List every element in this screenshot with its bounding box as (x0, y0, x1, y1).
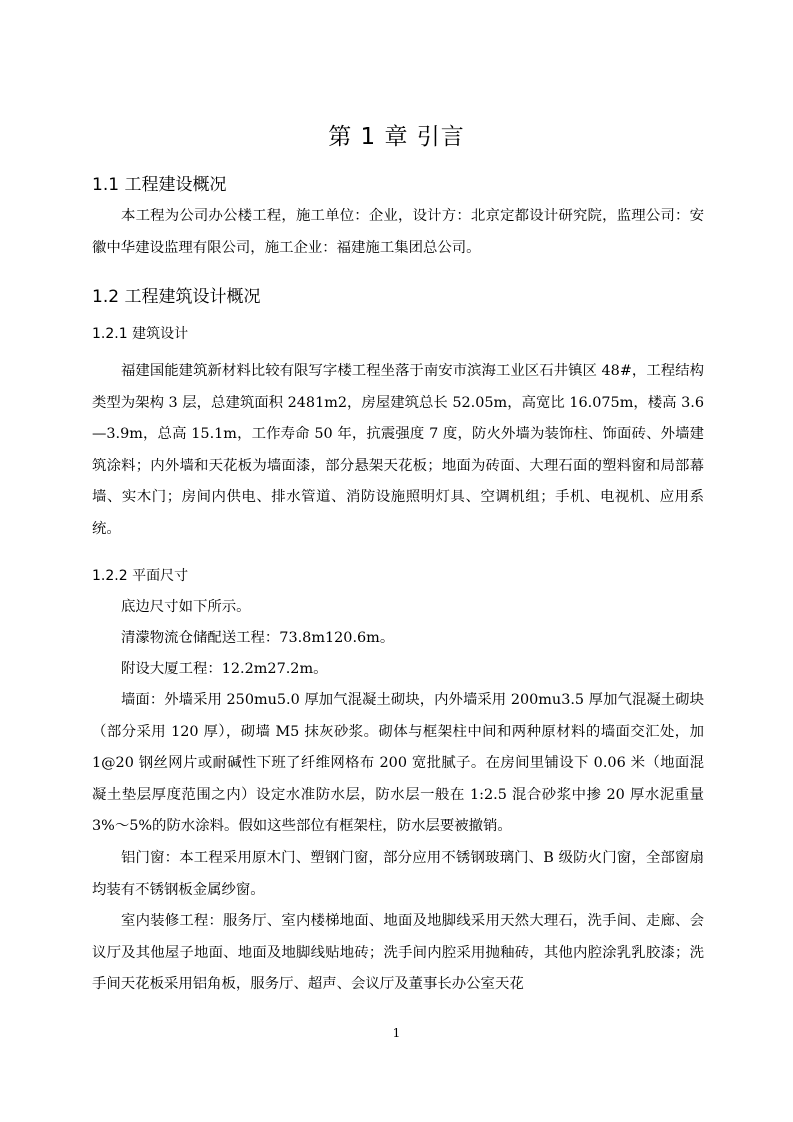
section-heading-1-1: 1.1 工程建设概况 (92, 175, 227, 195)
section-heading-1-2-1: 1.2.1 建筑设计 (92, 326, 189, 342)
section-1-2-2-paragraph-4: 墙面：外墙采用 250mu5.0 厚加气混凝土砌块，内外墙采用 200mu3.5 厚加气混凝土砌块（部分采用 120 厚），砌墙 M5 抹灰砂浆。砌体与框架柱中间和两种原材料的墙面交汇处，加 1@20 钢丝网片或耐碱性下班了纤维网格布 200 宽批腻子。在房间里铺设下 0.06 米（地面混凝土垫层厚度范围之内）设定水准防水层，防水层一般在 1:2.5 混合砂浆中掺 20 厚水泥重量 3%～5%的防水涂料。假如这些部位有框架柱，防水层要被撤销。 (92, 692, 704, 834)
section-1-2-2-paragraph-2: 清濛物流仓储配送工程：73.8m120.6m。 (121, 630, 395, 646)
section-1-1-paragraph: 本工程为公司办公楼工程，施工单位：企业，设计方：北京定都设计研究院，监理公司：安徽中华建设监理有限公司，施工企业：福建施工集团总公司。 (92, 208, 704, 256)
section-1-2-1-paragraph: 福建国能建筑新材料比较有限写字楼工程坐落于南安市滨海工业区石井镇区 48#，工程结构类型为架构 3 层，总建筑面积 2481m2，房屋建筑总长 52.05m，高宽比 16.075m，楼高 3.6—3.9m，总高 15.1m，工作寿命 50 年，抗震强度 7 度，防火外墙为装饰柱、饰面砖、外墙建筑涂料；内外墙和天花板为墙面漆，部分悬架天花板；地面为砖面、大理石面的塑料窗和局部幕墙、实木门；房间内供电、排水管道、消防设施照明灯具、空调机组；手机、电视机、应用系统。 (92, 363, 704, 537)
section-1-2-2-paragraph-6: 室内装修工程：服务厅、室内楼梯地面、地面及地脚线采用天然大理石，洗手间、走廊、会议厅及其他屋子地面、地面及地脚线贴地砖；洗手间内腔采用抛釉砖，其他内腔涂乳乳胶漆；洗手间天花板采用铝角板，服务厅、超声、会议厅及董事长办公室天花 (92, 913, 704, 992)
section-1-2-2-paragraph-5: 铝门窗：本工程采用原木门、塑钢门窗，部分应用不锈钢玻璃门、B 级防火门窗，全部窗扇均装有不锈钢板金属纱窗。 (92, 850, 704, 898)
section-heading-1-2-2: 1.2.2 平面尺寸 (92, 568, 189, 584)
section-1-2-2-paragraph-1: 底边尺寸如下所示。 (121, 599, 251, 615)
page-number: 1 (392, 1026, 401, 1040)
section-1-2-2-paragraph-3: 附设大厦工程：12.2m27.2m。 (121, 661, 328, 677)
section-heading-1-2: 1.2 工程建筑设计概况 (92, 287, 261, 307)
chapter-title: 第 1 章 引言 (328, 124, 465, 150)
